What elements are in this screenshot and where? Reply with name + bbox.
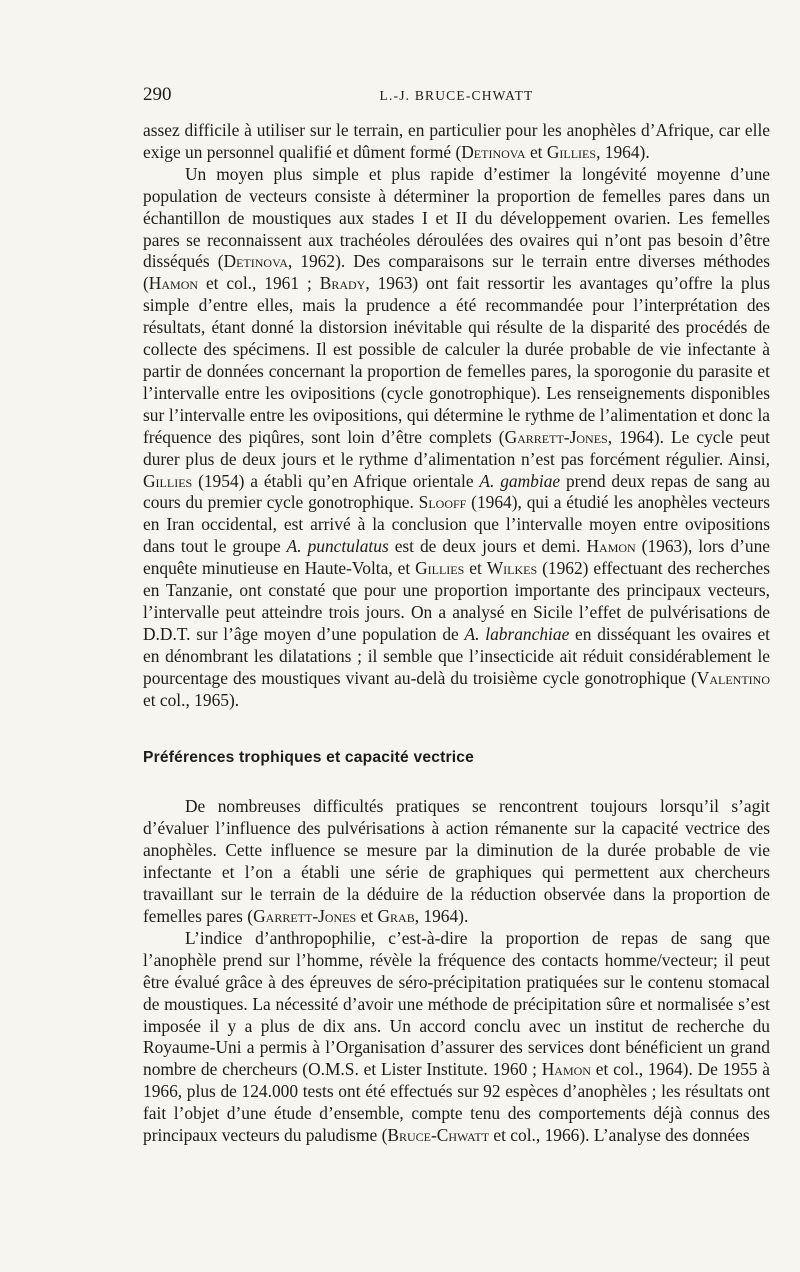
cited-author: Garrett-Jones: [504, 426, 608, 447]
text-run: et col., 1961 ;: [198, 273, 320, 294]
text-run: L’indice d’anthropophilie, c’est-à-dire la proportion de repas de sang que l’anophèle prend sur l’homme, révèle la fréquence des contacts homme/vecteur; il peut être évalué grâce à des épreuves de séro-précipitation pratiquées sur le contenu stomacal de moustiques. La nécessité d’avoir une méthode de précipitation sûre et normalisée s’est imposée il y a plus de dix ans. Un accord conclu avec un institut de recherche du Royaume-Uni a permis à l’Organisation d’assurer des services dont bénéficient un grand nombre de chercheurs (O.M.S. et Lister Institute. 1960 ;: [143, 927, 770, 1080]
text-run: , 1963) ont fait ressortir les avantages qu’offre la plus simple d’entre elles, mais la prudence a été recommandée pour l’interprétation des résultats, étant donné la distorsion inévitable qui résulte de la disparité des procédés de collecte des spécimens. Il est possible de calculer la durée probable de vie infectante à partir de données concernant la proportion de femelles pares, la sporogonie du parasite et l’intervalle entre les ovipositions (cycle gonotrophique). Les renseignements disponibles sur l’intervalle entre les ovipositions, qui détermine le rythme de l’alimentation et donc la fréquence des piqûres, sont loin d’être complets (: [143, 273, 770, 447]
cited-author: Gillies: [546, 141, 597, 162]
text-run: et col., 1966). L’analyse des données: [489, 1125, 750, 1146]
text-run: (1962) effectuant des recherches en Tanzanie, ont constaté que pour une proportion importante des principaux vecteurs, l’intervalle peut atteindre trois jours. On a analysé en Sicile l’effet de pulvérisations de D.D.T. sur l’âge moyen d’une population de: [143, 558, 770, 644]
text-run: , 1964). Le cycle peut durer plus de deux jours et le rythme d’alimentation n’est pas forcément régulier. Ainsi,: [143, 426, 771, 469]
cited-author: Wilkes: [486, 558, 538, 579]
cited-author: Gillies: [415, 558, 465, 579]
text-run: prend deux repas de sang au cours du premier cycle gonotrophique.: [143, 470, 770, 513]
text-run: , 1962). Des comparaisons sur le terrain entre diverses méthodes (: [143, 251, 770, 294]
text-run: est de deux jours et demi.: [388, 536, 587, 557]
cited-author: Grab: [377, 906, 415, 926]
text-run: Un moyen plus simple et plus rapide d’estimer la longévité moyenne d’une population de vecteurs consiste à déterminer la proportion de femelles pares dans un échantillon de moustiques aux stades I et II du développement ovarien. Les femelles pares se reconnaissent aux trachéoles déroulées des ovaires qui n’ont pas besoin d’être disséqués (: [143, 163, 770, 272]
cited-author: Brady: [319, 273, 366, 294]
text-run: De nombreuses difficultés pratiques se rencontrent toujours lorsqu’il s’agit d’évaluer l’influence des pulvérisations à action rémanente sur la capacité vectrice des anophèles. Cette influence se mesure par la diminution de la durée probable de vie infectante et l’on a établi une série de graphiques qui permettent aux chercheurs travaillant sur le terrain de la déduire de la réduction observée dans la proportion de femelles pares (: [143, 796, 770, 926]
running-head: [143, 84, 770, 110]
species-name: A. punctulatus: [286, 536, 389, 557]
cited-author: Garrett-Jones: [253, 906, 357, 926]
cited-author: Hamon: [586, 536, 636, 557]
text-run: et col., 1965).: [143, 689, 240, 710]
paragraph-anthropophily: [143, 928, 770, 1147]
cited-author: Detinova: [223, 251, 288, 272]
section-heading: Préférences trophiques et capacité vectrice: [143, 749, 475, 767]
species-name: A. gambiae: [479, 470, 561, 491]
paragraph-continuation: [143, 120, 770, 164]
cited-author: Valentino: [696, 667, 770, 688]
text-run: (1963), lors d’une enquête minutieuse en Haute-Volta, et: [143, 536, 770, 579]
text-run: et: [464, 558, 487, 579]
cited-author: Hamon: [541, 1059, 591, 1080]
page-number: 290: [143, 84, 172, 105]
cited-author: Detinova: [461, 141, 526, 162]
text-run: et col., 1964). De 1955 à 1966, plus de 124.000 tests ont été effectués sur 92 espèces d’anophèles ; les résultats ont fait l’objet d’une étude d’ensemble, compte tenu des comportements déjà connus des principaux vecteurs du paludisme (: [143, 1059, 771, 1146]
text-run: , 1964).: [414, 906, 469, 926]
text-run: (1964), qui a étudié les anophèles vecteurs en Iran occidental, est arrivé à la conclusion que l’intervalle moyen entre ovipositions dans tout le groupe: [143, 492, 770, 557]
cited-author: Hamon: [148, 273, 199, 294]
cited-author: Slooff: [418, 492, 467, 513]
text-run: et: [525, 141, 547, 162]
text-run: (1954) a établi qu’en Afrique orientale: [192, 470, 480, 491]
running-head-author: L.-J. BRUCE-CHWATT: [379, 88, 534, 103]
cited-author: Gillies: [143, 470, 193, 491]
cited-author: Bruce-Chwatt: [387, 1125, 490, 1146]
text-run: assez difficile à utiliser sur le terrain, en particulier pour les anophèles d’Afrique, car elle exige un personnel qualifié et dûment formé (: [143, 120, 770, 162]
text-run: en disséquant les ovaires et en dénombrant les dilatations ; il semble que l’insecticide ait réduit considérablement le pourcentage des moustiques vivant au-delà du troisième cycle gonotrophique (: [143, 623, 770, 688]
paragraph-vector-capacity: [143, 796, 770, 927]
body-text: [143, 120, 770, 1147]
text-run: et: [356, 906, 378, 926]
species-name: A. labranchiae: [464, 623, 570, 644]
text-run: , 1964).: [596, 141, 650, 162]
paragraph-longevity: [143, 164, 770, 712]
